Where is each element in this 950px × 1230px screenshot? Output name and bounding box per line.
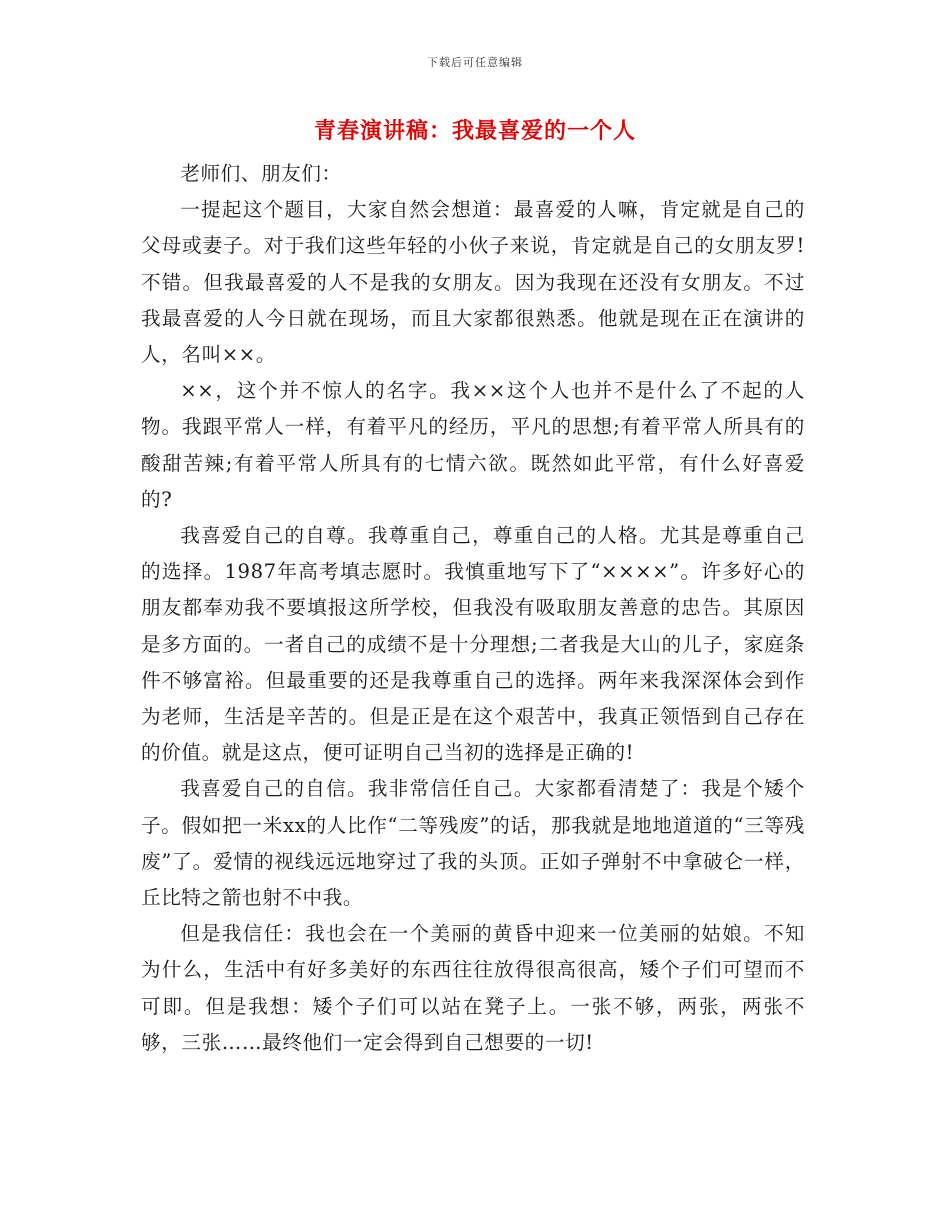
paragraph: 我喜爱自己的自尊。我尊重自己，尊重自己的人格。尤其是尊重自己的选择。1987年高考填志愿时。我慎重地写下了“××××”。许多好心的朋友都奉劝我不要填报这所学校，但我没有吸取朋友善意的忠告。其原因是多方面的。一者自己的成绩不是十分理想;二者我是大山的儿子，家庭条件不够富裕。但最重要的还是我尊重自己的选择。两年来我深深体会到作为老师，生活是辛苦的。但是正是在这个艰苦中，我真正领悟到自己存在的价值。就是这点，便可证明自己当初的选择是正确的! (141, 524, 805, 765)
header-note: 下载后可任意编辑 (427, 56, 523, 69)
paragraph: 我喜爱自己的自信。我非常信任自己。大家都看清楚了：我是个矮个子。假如把一米xx的人比作“二等残废”的话，那我就是地地道道的“三等残废”了。爱情的视线远远地穿过了我的头顶。正如子弹射不中拿破仑一样，丘比特之箭也射不中我。 (141, 777, 805, 910)
document-body (141, 156, 805, 1061)
paragraph: 但是我信任：我也会在一个美丽的黄昏中迎来一位美丽的姑娘。不知为什么，生活中有好多美好的东西往往放得很高很高，矮个子们可望而不可即。但是我想：矮个子们可以站在凳子上。一张不够，两张，两张不够，三张……最终他们一定会得到自己想要的一切! (141, 922, 805, 1054)
paragraph: 一提起这个题目，大家自然会想道：最喜爱的人嘛，肯定就是自己的父母或妻子。对于我们这些年轻的小伙子来说，肯定就是自己的女朋友罗!不错。但我最喜爱的人不是我的女朋友。因为我现在还没有女朋友。不过我最喜爱的人今日就在现场，而且大家都很熟悉。他就是现在正在演讲的人，名叫××。 (141, 198, 805, 367)
salutation: 老师们、朋友们： (180, 162, 342, 185)
paragraph: ××，这个并不惊人的名字。我××这个人也并不是什么了不起的人物。我跟平常人一样，有着平凡的经历，平凡的思想;有着平常人所具有的酸甜苦辣;有着平常人所具有的七情六欲。既然如此平常，有什么好喜爱的? (141, 379, 805, 511)
document-title: 青春演讲稿：我最喜爱的一个人 (313, 118, 636, 144)
